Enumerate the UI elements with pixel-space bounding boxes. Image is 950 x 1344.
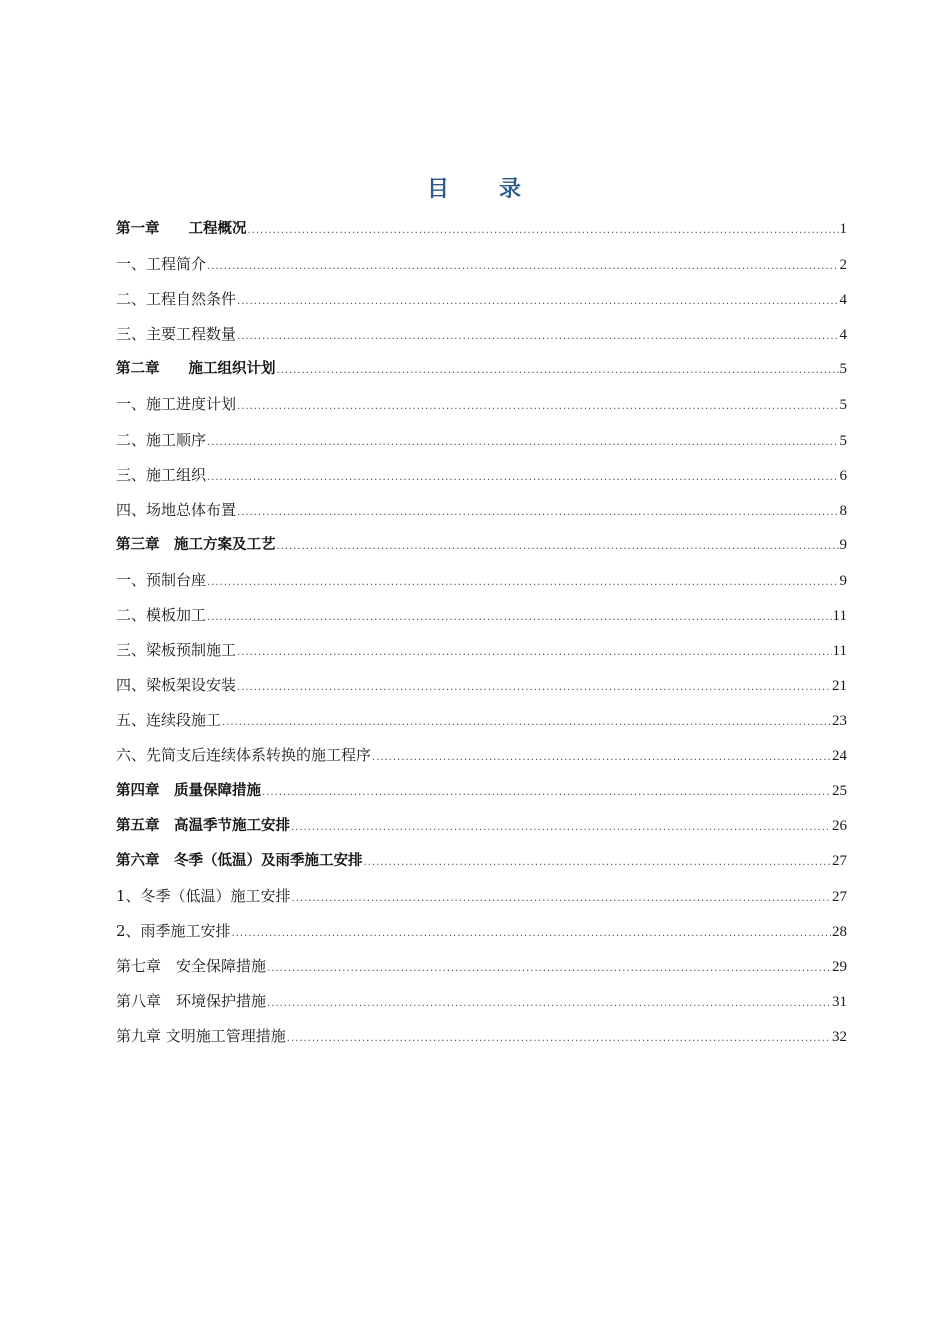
toc-entry-page: 5 bbox=[839, 397, 847, 414]
toc-entry-label: 二、施工顺序 bbox=[116, 430, 207, 449]
toc-entry-label: 第七章 安全保障措施 bbox=[116, 956, 267, 975]
toc-entry-23[interactable] bbox=[116, 1019, 847, 1054]
dot-leader bbox=[267, 986, 831, 1021]
toc-entry-0[interactable] bbox=[116, 212, 847, 247]
dot-leader bbox=[237, 389, 838, 424]
toc-entry-page: 26 bbox=[832, 817, 847, 834]
dot-leader bbox=[207, 249, 838, 284]
toc-entry-19[interactable] bbox=[116, 879, 847, 914]
toc-entry-8[interactable] bbox=[116, 493, 847, 528]
toc-entry-17[interactable] bbox=[116, 809, 847, 844]
toc-entry-label: 五、连续段施工 bbox=[116, 711, 222, 730]
toc-entry-page: 8 bbox=[839, 502, 847, 519]
toc-entry-label: 三、主要工程数量 bbox=[116, 325, 237, 344]
toc-entry-9[interactable] bbox=[116, 528, 847, 563]
toc-title: 目 录 bbox=[426, 177, 523, 202]
toc-entry-12[interactable] bbox=[116, 633, 847, 668]
toc-entry-14[interactable] bbox=[116, 703, 847, 738]
toc-entry-label: 二、模板加工 bbox=[116, 606, 207, 625]
dot-leader bbox=[277, 353, 839, 388]
dot-leader bbox=[237, 495, 838, 530]
toc-entry-label: 1、冬季（低温）施工安排 bbox=[116, 886, 291, 905]
toc-entry-label: 一、施工进度计划 bbox=[116, 395, 237, 414]
dot-leader bbox=[248, 213, 839, 248]
toc-entry-label: 第九章 文明施工管理措施 bbox=[116, 1027, 286, 1046]
toc-entry-page: 2 bbox=[839, 257, 847, 274]
toc-entry-page: 21 bbox=[832, 678, 847, 695]
toc-entry-label: 2、雨季施工安排 bbox=[116, 921, 231, 940]
toc-entry-label: 六、先简支后连续体系转换的施工程序 bbox=[116, 746, 372, 765]
toc-entry-21[interactable] bbox=[116, 949, 847, 984]
dot-leader bbox=[292, 881, 831, 916]
toc-entry-7[interactable] bbox=[116, 458, 847, 493]
dot-leader bbox=[222, 705, 831, 740]
dot-leader bbox=[287, 1021, 831, 1056]
toc-entry-label: 四、场地总体布置 bbox=[116, 500, 237, 519]
dot-leader bbox=[207, 600, 832, 635]
toc-entry-10[interactable] bbox=[116, 563, 847, 598]
toc-entry-page: 23 bbox=[832, 713, 847, 730]
toc-entry-label: 四、梁板架设安装 bbox=[116, 676, 237, 695]
toc-entry-page: 6 bbox=[839, 467, 847, 484]
toc-entry-label: 一、预制台座 bbox=[116, 570, 207, 589]
toc-entry-22[interactable] bbox=[116, 984, 847, 1019]
toc-entry-page: 31 bbox=[832, 994, 847, 1011]
dot-leader bbox=[262, 775, 831, 810]
toc-entry-label: 一、工程简介 bbox=[116, 255, 207, 274]
toc-entry-label: 第一章 工程概况 bbox=[116, 221, 247, 237]
dot-leader bbox=[237, 670, 831, 705]
toc-entry-label: 第二章 施工组织计划 bbox=[116, 361, 276, 378]
toc-entry-15[interactable] bbox=[116, 738, 847, 773]
toc-entry-label: 第六章 冬季（低温）及雨季施工安排 bbox=[116, 852, 363, 869]
dot-leader bbox=[232, 916, 831, 951]
toc-entry-page: 5 bbox=[839, 432, 847, 449]
toc-entry-18[interactable] bbox=[116, 844, 847, 879]
toc-entry-page: 32 bbox=[832, 1029, 847, 1046]
toc-entry-6[interactable] bbox=[116, 423, 847, 458]
toc-entry-page: 4 bbox=[839, 327, 847, 344]
toc-entry-page: 11 bbox=[832, 608, 847, 625]
toc-entry-page: 27 bbox=[832, 852, 847, 869]
toc-entry-5[interactable] bbox=[116, 387, 847, 422]
dot-leader bbox=[207, 565, 838, 600]
toc-entry-page: 9 bbox=[839, 536, 847, 553]
dot-leader bbox=[207, 460, 838, 495]
toc-entry-16[interactable] bbox=[116, 774, 847, 809]
toc-entry-2[interactable] bbox=[116, 282, 847, 317]
toc-entry-4[interactable] bbox=[116, 352, 847, 387]
toc-entry-page: 9 bbox=[839, 572, 847, 589]
toc-entry-page: 5 bbox=[839, 361, 847, 378]
toc-entry-label: 第五章 高温季节施工安排 bbox=[116, 817, 290, 834]
toc-entry-label: 三、梁板预制施工 bbox=[116, 641, 237, 660]
toc-entry-page: 27 bbox=[832, 888, 847, 905]
toc-entry-page: 25 bbox=[832, 782, 847, 799]
dot-leader bbox=[237, 319, 838, 354]
toc-entry-label: 第八章 环境保护措施 bbox=[116, 992, 267, 1011]
dot-leader bbox=[237, 635, 832, 670]
toc-entry-page: 28 bbox=[832, 923, 847, 940]
dot-leader bbox=[207, 425, 838, 460]
toc-entry-label: 三、施工组织 bbox=[116, 465, 207, 484]
toc-entry-3[interactable] bbox=[116, 317, 847, 352]
dot-leader bbox=[372, 740, 831, 775]
dot-leader bbox=[237, 284, 838, 319]
toc-entry-11[interactable] bbox=[116, 598, 847, 633]
toc-entry-20[interactable] bbox=[116, 914, 847, 949]
dot-leader bbox=[277, 529, 839, 564]
toc-entry-label: 第三章 施工方案及工艺 bbox=[116, 536, 276, 553]
toc-entry-1[interactable] bbox=[116, 247, 847, 282]
dot-leader bbox=[364, 845, 832, 880]
toc-entry-page: 4 bbox=[839, 292, 847, 309]
toc-list bbox=[116, 212, 847, 1054]
toc-entry-label: 二、工程自然条件 bbox=[116, 290, 237, 309]
dot-leader bbox=[267, 951, 831, 986]
toc-entry-label: 第四章 质量保障措施 bbox=[116, 782, 261, 799]
dot-leader bbox=[291, 810, 831, 845]
toc-entry-13[interactable] bbox=[116, 668, 847, 703]
toc-entry-page: 29 bbox=[832, 958, 847, 975]
toc-entry-page: 24 bbox=[832, 748, 847, 765]
toc-entry-page: 11 bbox=[832, 643, 847, 660]
toc-entry-page: 1 bbox=[839, 221, 847, 237]
